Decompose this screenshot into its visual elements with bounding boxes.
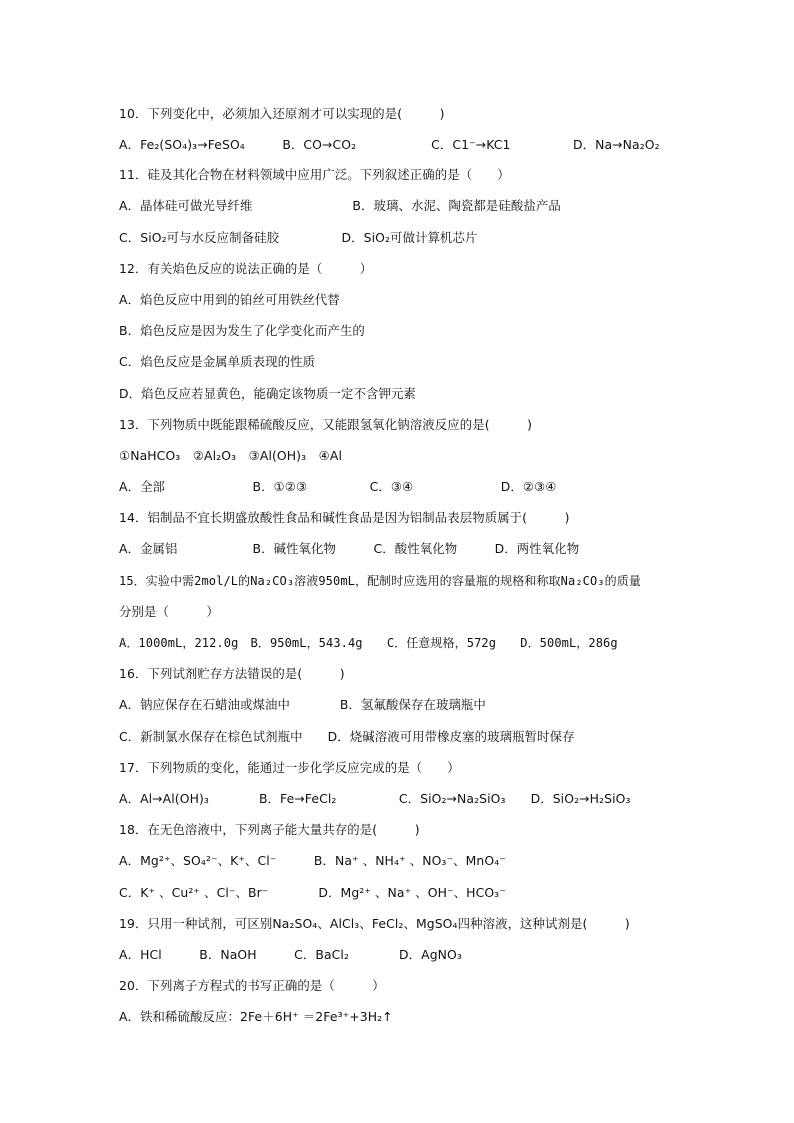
question-18-stem: 18．在无色溶液中，下列离子能大量共存的是( ) bbox=[119, 822, 420, 837]
question-19-stem: 19．只用一种试剂，可区别Na₂SO₄、AlCl₃、FeCl₂、MgSO₄四种溶液，这种试剂是( ) bbox=[119, 916, 630, 931]
question-12-option-d: D．焰色反应若显黄色，能确定该物质一定不含钾元素 bbox=[119, 386, 416, 401]
question-15-options: A．1000mL，212.0g B．950mL，543.4g C．任意规格，572g D．500mL，286g bbox=[119, 636, 618, 650]
question-13-stem: 13．下列物质中既能跟稀硫酸反应，又能跟氢氧化钠溶液反应的是( ) bbox=[119, 417, 533, 432]
question-16-options-ab: A．钠应保存在石蜡油或煤油中 B．氢氟酸保存在玻璃瓶中 bbox=[119, 697, 486, 712]
question-14-stem: 14．铝制品不宜长期盛放酸性食品和碱性食品是因为铝制品表层物质属于( ) bbox=[119, 510, 570, 525]
question-11-options-cd: C．SiO₂可与水反应制备硅胶 D．SiO₂可做计算机芯片 bbox=[119, 230, 478, 245]
question-11-options-ab: A．晶体硅可做光导纤维 B．玻璃、水泥、陶瓷都是硅酸盐产品 bbox=[119, 198, 561, 213]
question-11-stem: 11．硅及其化合物在材料领域中应用广泛。下列叙述正确的是（ ） bbox=[119, 167, 510, 182]
question-12-stem: 12．有关焰色反应的说法正确的是（ ） bbox=[119, 261, 373, 276]
question-20-option-a: A．铁和稀硫酸反应：2Fe＋6H⁺ ＝2Fe³⁺+3H₂↑ bbox=[119, 1009, 393, 1024]
question-16-options-cd: C．新制氯水保存在棕色试剂瓶中 D．烧碱溶液可用带橡皮塞的玻璃瓶暂时保存 bbox=[119, 729, 575, 744]
question-10-stem: 10．下列变化中，必须加入还原剂才可以实现的是( ) bbox=[119, 106, 445, 121]
question-18-options-ab: A．Mg²⁺、SO₄²⁻、K⁺、Cl⁻ B．Na⁺ 、NH₄⁺ 、NO₃⁻、MnO₄⁻ bbox=[119, 853, 506, 868]
question-15-stem: 15．实验中需2mol/L的Na₂CO₃溶液950mL，配制时应选用的容量瓶的规格和称取Na₂CO₃的质量 bbox=[119, 574, 641, 588]
question-12-option-c: C．焰色反应是金属单质表现的性质 bbox=[119, 354, 316, 369]
question-12-option-a: A．焰色反应中用到的铂丝可用铁丝代替 bbox=[119, 292, 340, 307]
question-19-options: A．HCl B．NaOH C．BaCl₂ D．AgNO₃ bbox=[119, 947, 462, 962]
question-12-option-b: B．焰色反应是因为发生了化学变化而产生的 bbox=[119, 323, 365, 338]
question-18-options-cd: C．K⁺ 、Cu²⁺ 、Cl⁻、Br⁻ D．Mg²⁺ 、Na⁺ 、OH⁻、HCO₃⁻ bbox=[119, 885, 506, 900]
question-14-options: A．金属铝 B．碱性氧化物 C．酸性氧化物 D．两性氧化物 bbox=[119, 541, 580, 556]
question-10-options: A．Fe₂(SO₄)₃→FeSO₄ B．CO→CO₂ C．C1⁻→KC1 D．Na→Na₂O₂ bbox=[119, 137, 660, 152]
question-20-stem: 20．下列离子方程式的书写正确的是（ ） bbox=[119, 978, 385, 993]
question-17-options: A．Al→Al(OH)₃ B．Fe→FeCl₂ C．SiO₂→Na₂SiO₃ D．SiO₂→H₂SiO₃ bbox=[119, 791, 631, 806]
question-16-stem: 16．下列试剂贮存方法错误的是( ) bbox=[119, 666, 345, 681]
question-13-options: A．全部 B．①②③ C．③④ D．②③④ bbox=[119, 479, 557, 494]
question-17-stem: 17．下列物质的变化，能通过一步化学反应完成的是（ ） bbox=[119, 760, 460, 775]
question-15-stem-cont: 分别是（ ） bbox=[119, 604, 219, 619]
question-13-substances: ①NaHCO₃ ②Al₂O₃ ③Al(OH)₃ ④Al bbox=[119, 448, 343, 463]
